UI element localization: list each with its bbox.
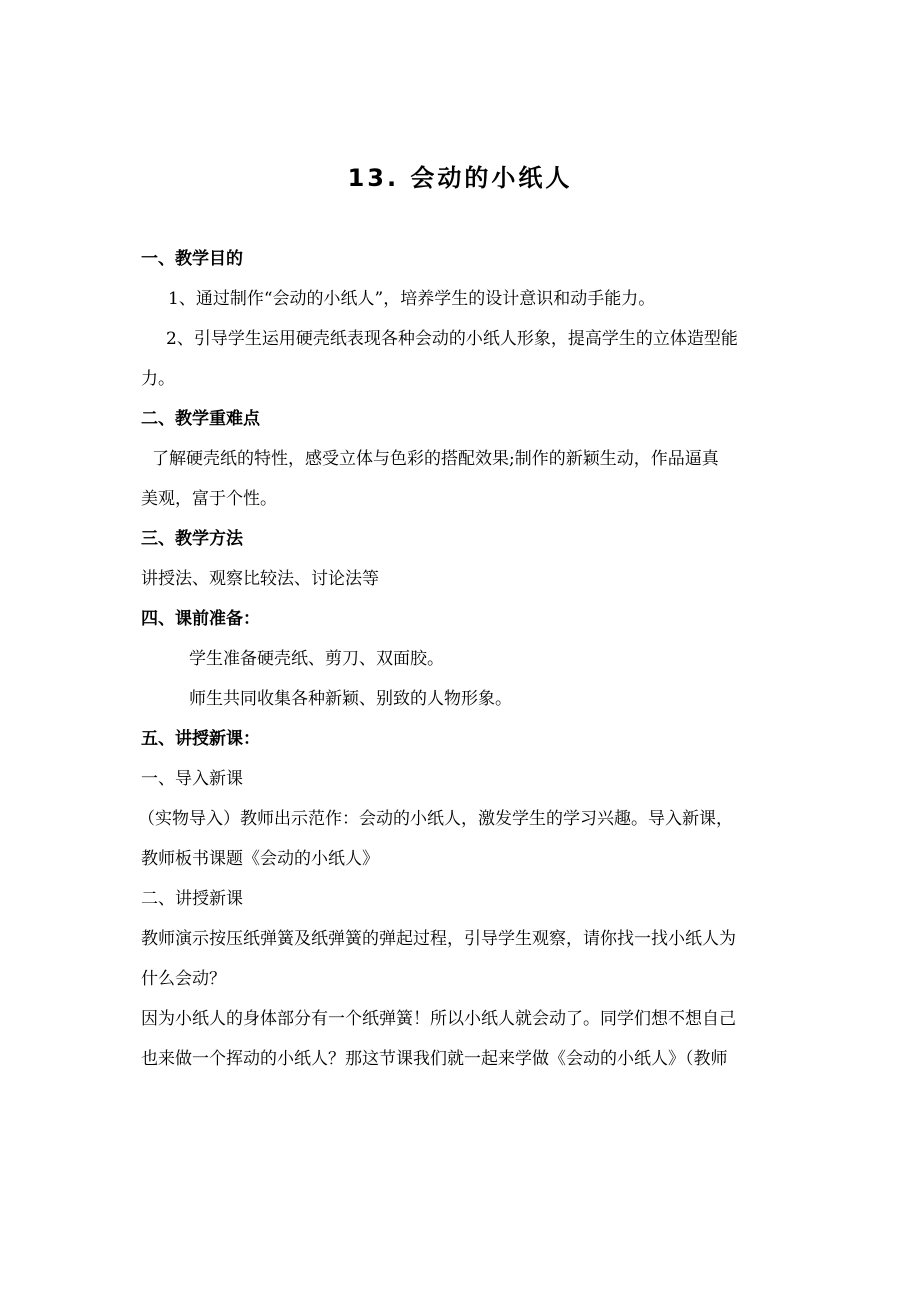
- paragraph-line: 2、引导学生运用硬壳纸表现各种会动的小纸人形象，提高学生的立体造型能: [166, 329, 738, 349]
- section-heading-new-lesson: 五、讲授新课：: [141, 729, 260, 749]
- section-heading-objectives: 一、教学目的: [141, 249, 243, 269]
- paragraph-line: 教师板书课题《会动的小纸人》: [141, 849, 379, 869]
- document-title: 13. 会动的小纸人: [347, 164, 573, 192]
- paragraph-line: 因为小纸人的身体部分有一个纸弹簧！所以小纸人就会动了。同学们想不想自己: [141, 1009, 736, 1029]
- subheading-introduction: 一、导入新课: [141, 769, 243, 789]
- paragraph-line: 师生共同收集各种新颖、别致的人物形象。: [189, 689, 512, 709]
- section-heading-key-points: 二、教学重难点: [141, 409, 260, 429]
- paragraph-line: 1、通过制作“会动的小纸人”，培养学生的设计意识和动手能力。: [168, 289, 656, 309]
- paragraph-line: 美观，富于个性。: [141, 489, 277, 509]
- section-heading-methods: 三、教学方法: [141, 529, 243, 549]
- paragraph-line: 什么会动？: [141, 969, 226, 989]
- paragraph-line: 了解硬壳纸的特性，感受立体与色彩的搭配效果;制作的新颖生动，作品逼真: [152, 449, 719, 469]
- paragraph-line: 学生准备硬壳纸、剪刀、双面胶。: [189, 649, 444, 669]
- paragraph-line: 讲授法、观察比较法、讨论法等: [141, 569, 379, 589]
- paragraph-line: 教师演示按压纸弹簧及纸弹簧的弹起过程，引导学生观察，请你找一找小纸人为: [141, 929, 736, 949]
- subheading-teaching: 二、讲授新课: [141, 889, 243, 909]
- paragraph-line: 也来做一个挥动的小纸人？那这节课我们就一起来学做《会动的小纸人》（教师: [141, 1049, 728, 1069]
- section-heading-preparation: 四、课前准备：: [141, 609, 260, 629]
- paragraph-line: 力。: [141, 369, 175, 389]
- paragraph-line: （实物导入）教师出示范作：会动的小纸人，激发学生的学习兴趣。导入新课，: [138, 809, 733, 829]
